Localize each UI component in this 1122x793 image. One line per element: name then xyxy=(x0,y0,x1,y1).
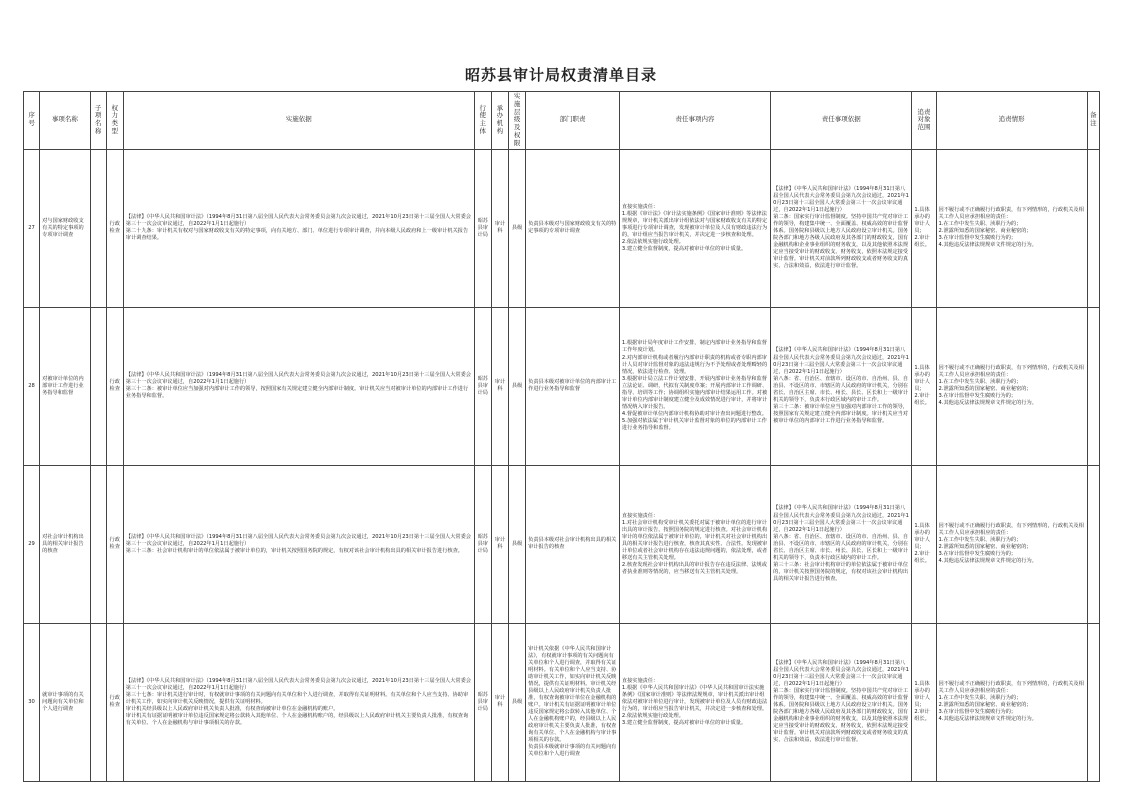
item-name: 就审计事项的有关问题向有关单位和个人进行调查 xyxy=(40,623,90,781)
exercising-subject: 昭苏县审计局 xyxy=(474,623,491,781)
handling-org: 审计科 xyxy=(491,623,508,781)
department-duty: 负责县本级对社会审计机构出具的相关审计报告的核查 xyxy=(526,465,620,623)
level: 县级 xyxy=(509,623,526,781)
remark xyxy=(1087,149,1099,307)
row-number: 27 xyxy=(24,149,40,307)
sub-item xyxy=(90,307,106,465)
accountability-circumstance: 因不履行或不正确履行行政职责，有下列情形的，行政机关及相关工作人员应承担相应的责任： 1.在工作中发生失职、渎职行为的； 2.泄露所知悉的国家秘密、商业秘密的； 3.在审计监督中发生腐败行为的； 4.其他违反法律法规规章文件规定的行为。 xyxy=(936,465,1087,623)
header-cell: 责任事项依据 xyxy=(771,92,912,150)
handling-org: 审计科 xyxy=(491,307,508,465)
header-cell: 追责情形 xyxy=(936,92,1087,150)
header-cell: 行使主体 xyxy=(474,92,491,150)
header-cell: 实施依据 xyxy=(123,92,474,150)
header-cell: 追责对象范围 xyxy=(912,92,936,150)
level: 县级 xyxy=(509,465,526,623)
accountability-circumstance: 因不履行或不正确履行行政职责，有下列情形的，行政机关及相关工作人员应承担相应的责任： 1.在工作中发生失职、渎职行为的； 2.泄露所知悉的国家秘密、商业秘密的； 3.在审计监督中发生腐败行为的； 4.其他违反法律法规规章文件规定的行为。 xyxy=(936,307,1087,465)
implementation-basis: 【法律】《中华人民共和国审计法》（1994年8月31日第八届全国人民代表大会常务委员会第九次会议通过，2021年10月23日第十三届全国人大常委会第三十一次会议审议通过，自2022年1月1日起施行） 第三十七条：审计机关进行审计时，有权就审计事项的有关问题向有关单位和个人进行调查，并取得有关证明材料。有关单位和个人应当支持、协助审计机关工作，如实向审计机关反映情况，提供有关证明材料。 审计机关经县级以上人民政府审计机关负责人批准，有权查询被审计单位在金融机构的账户。 审计机关有证据证明被审计单位违反国家规定将公款转入其他单位、个人在金融机构账户的，经县级以上人民政府审计机关主要负责人批准，有权查询有关单位、个人在金融机构与审计事项相关的存款。 xyxy=(123,623,474,781)
remark xyxy=(1087,623,1099,781)
accountability-circumstance: 因不履行或不正确履行行政职责，有下列情形的，行政机关及相关工作人员应承担相应的责任： 1.在工作中发生失职、渎职行为的； 2.泄露所知悉的国家秘密、商业秘密的； 3.在审计监督中发生腐败行为的； 4.其他违反法律法规规章文件规定的行为。 xyxy=(936,623,1087,781)
department-duty-summary: 负责县本级就审计事项的有关问题向有关单位和个人进行调查 xyxy=(528,744,617,758)
exercising-subject: 昭苏县审计局 xyxy=(474,307,491,465)
header-cell: 部门职责 xyxy=(526,92,620,150)
level: 县级 xyxy=(509,307,526,465)
remark xyxy=(1087,465,1099,623)
responsibility-basis: 【法律】《中华人民共和国审计法》（1994年8月31日第八届全国人民代表大会常务委员会第九次会议通过，2021年10月23日第十三届全国人大常委会第三十一次会议审议通过，自2022年1月1日起施行） 第八条：省、自治区、直辖市、设区的市、自治州、县、自治县、不设区的市、市辖区的人民政府的审计机关，分别在省长、自治区主席、市长、州长、县长、区长和上一级审计机关的领导下，负责本行政区域内的审计工作。 第三十二条：被审计单位应当加强对内部审计工作的领导，按照国家有关规定建立健全内部审计制度。审计机关应当对被审计单位的内部审计工作进行业务指导和监督。 xyxy=(771,307,912,465)
sub-item xyxy=(90,149,106,307)
exercising-subject: 昭苏县审计局 xyxy=(474,149,491,307)
handling-org: 审计科 xyxy=(491,465,508,623)
accountability-target: 1.具体承办的审计人员； 2.审计组长。 xyxy=(912,623,936,781)
header-cell: 实施层级及权限 xyxy=(509,92,526,150)
table-row xyxy=(24,623,1100,781)
header-cell: 事项名称 xyxy=(40,92,90,150)
header-cell: 子项名称 xyxy=(90,92,106,150)
table-row xyxy=(24,307,1100,465)
responsibility-basis: 【法律】《中华人民共和国审计法》（1994年8月31日第八届全国人民代表大会常务委员会第九次会议通过，2021年10月23日第十三届全国人大常委会第三十一次会议审议通过，自2022年1月1日起施行） 第二条：国家实行审计监督制度。坚持中国共产党对审计工作的领导，构建集中统一、全面覆盖、权威高效的审计监督体系。国务院和县级以上地方人民政府设立审计机关。国务院各部门和地方各级人民政府及其各部门的财政收支，国有金融机构和企业事业组织的财务收支，以及其他依照本法规定应当接受审计的财政收支、财务收支，依照本法规定接受审计监督。审计机关对前款所列财政收支或者财务收支的真实、合法和效益，依法进行审计监督。 xyxy=(771,623,912,781)
responsibility-content: 直接实施责任： 1.对社会审计机构受审计机关委托对属于被审计单位的进行审计出具的审计报告，按照国务院的规定进行核查。对社会审计机构审计的单位依法属于被审计单位的，审计机关对社会审计机构出具的相关审计报告进行核查，核查其真实性、合法性。发现被审计单位或者社会审计机构存在违法违规问题的，依法处理，或者移送有关主管机关处理。 2.核查发现社会审计机构出具的审计报告存在违反法律、法规或者执业准则等情况的，应当移送有关主管机关处理。 xyxy=(619,465,770,623)
accountability-target: 1.具体承办的审计人员； 2.审计组长。 xyxy=(912,307,936,465)
power-type: 行政检查 xyxy=(106,149,123,307)
implementation-basis: 【法律】《中华人民共和国审计法》（1994年8月31日第八届全国人民代表大会常务委员会第九次会议通过，2021年10月23日第十三届全国人大常委会第三十一次会议审议通过，自2022年1月1日起施行） 第三十三条：社会审计机构审计的单位依法属于被审计单位的，审计机关按照国务院的规定，有权对该社会审计机构出具的相关审计报告进行核查。 xyxy=(123,465,474,623)
responsibility-basis: 【法律】《中华人民共和国审计法》（1994年8月31日第八届全国人民代表大会常务委员会第九次会议通过，2021年10月23日第十三届全国人大常委会第三十一次会议审议通过，自2022年1月1日起施行） 第八条：省、自治区、直辖市、设区的市、自治州、县、自治县、不设区的市、市辖区的人民政府的审计机关，分别在省长、自治区主席、市长、州长、县长、区长和上一级审计机关的领导下，负责本行政区域内的审计工作。 第三十三条：社会审计机构审计的单位依法属于被审计单位的，审计机关按照国务院的规定，有权对该社会审计机构出具的相关审计报告进行核查。 xyxy=(771,465,912,623)
level: 县级 xyxy=(509,149,526,307)
power-type: 行政检查 xyxy=(106,623,123,781)
department-duty-full: 审计机关依据《中华人民共和国审计法》，有权就审计事项的有关问题向有关单位和个人进行调查，并取得有关证明材料。有关单位和个人应当支持、协助审计机关工作，如实向审计机关反映情况，提供有关证明材料。审计机关经县级以上人民政府审计机关负责人批准，有权查询被审计单位在金融机构的账户。审计机关有证据证明被审计单位违反国家规定将公款转入其他单位、个人在金融机构账户的，经县级以上人民政府审计机关主要负责人批准，有权查询有关单位、个人在金融机构与审计事项相关的存款。 xyxy=(528,645,617,744)
accountability-target: 1.具体承办的审计人员； 2.审计组长。 xyxy=(912,465,936,623)
power-type: 行政检查 xyxy=(106,307,123,465)
item-name: 对社会审计机构出具的相关审计报告的核查 xyxy=(40,465,90,623)
table-row xyxy=(24,149,1100,307)
responsibility-table xyxy=(23,91,1100,782)
page-title: 昭苏县审计局权责清单目录 xyxy=(464,66,657,84)
sub-item xyxy=(90,623,106,781)
accountability-target: 1.具体承办的审计人员； 2.审计组长。 xyxy=(912,149,936,307)
accountability-circumstance: 因不履行或不正确履行行政职责，有下列情形的，行政机关及相关工作人员应承担相应的责任： 1.在工作中发生失职、渎职行为的； 2.泄露所知悉的国家秘密、商业秘密的； 3.在审计监督中发生腐败行为的； 4.其他违反法律法规规章文件规定的行为。 xyxy=(936,149,1087,307)
responsibility-content: 直接实施责任： 1.根据《审计法》《审计法实施条例》《国家审计准则》等法律法规规章，审计机关派出审计组依法对与国家财政收支有关的特定事项进行专项审计调查，发现被审计单位及人员有财政违法行为的，审计组应当报告审计机关，并决定进一步核查和处理。 2.依法依规实施行政处理。 3.建立健全监督制度，提高对被审计单位的审计质量。 xyxy=(619,149,770,307)
power-type: 行政检查 xyxy=(106,465,123,623)
header-cell: 备注 xyxy=(1087,92,1099,150)
row-number: 29 xyxy=(24,465,40,623)
implementation-basis: 【法律】《中华人民共和国审计法》（1994年8月31日第八届全国人民代表大会常务委员会第九次会议通过，2021年10月23日第十三届全国人大常委会第三十一次会议审议通过，自2022年1月1日起施行） 第二十九条：审计机关有权对与国家财政收支有关的特定事项，向有关地方、部门、单位进行专项审计调查，并向本级人民政府和上一级审计机关报告审计调查结果。 xyxy=(123,149,474,307)
header-cell: 序号 xyxy=(24,92,40,150)
remark xyxy=(1087,307,1099,465)
responsibility-content: 直接实施责任： 1.根据《中华人民共和国审计法》《中华人民共和国审计法实施条例》《国家审计准则》等法律法规规章，审计机关派出审计组依法对被审计单位进行审计，发现被审计单位及人员有财政违法行为的，审计组应当报告审计机关，并决定进一步核查和处理。 2.依法依规实施行政处理。 3.建立健全监督制度，提高对被审计单位的审计质量。 xyxy=(619,623,770,781)
header-cell: 权力类型 xyxy=(106,92,123,150)
responsibility-content: 1.根据审计局年度审计工作安排，制定内部审计业务指导和监督工作年度计划。 2.对内部审计机构或者履行内部审计职责的机构或者专职内部审计人员对审计监督对象的违法违规行为不予处理或者处理畸轻的情况，依法进行检查、处理。 3.根据审计局立法工作计划安排，开展内部审计业务指导和监督立法论证、调研，代拟有关制度草案；开展内部审计工作调研、指导、培训等工作；协调组织实施内部审计结果运用工作。对被审计单位内部审计制度建立健全及成效情况进行审计，并将审计情况纳入审计报告。 4.督促被审计单位内部审计机构协助对审计查出问题进行整改。 5.加强对依法属于审计机关审计监督对象的单位的内部审计工作进行业务指导和监督。 xyxy=(619,307,770,465)
sub-item xyxy=(90,465,106,623)
department-duty: 负责县本级对与国家财政收支有关的特定事项的专项审计调查 xyxy=(526,149,620,307)
implementation-basis: 【法律】《中华人民共和国审计法》（1994年8月31日第八届全国人民代表大会常务委员会第九次会议通过，2021年10月23日第十三届全国人大常委会第三十一次会议审议通过，自2022年1月1日起施行） 第三十二条：被审计单位应当加强对内部审计工作的领导，按照国家有关规定建立健全内部审计制度。审计机关应当对被审计单位的内部审计工作进行业务指导和监督。 xyxy=(123,307,474,465)
item-name: 对与国家财政收支有关的特定事项的专项审计调查 xyxy=(40,149,90,307)
table-header-row xyxy=(24,92,1100,150)
header-cell: 承办机构 xyxy=(491,92,508,150)
table-row xyxy=(24,465,1100,623)
header-cell: 责任事项内容 xyxy=(619,92,770,150)
responsibility-basis: 【法律】《中华人民共和国审计法》（1994年8月31日第八届全国人民代表大会常务委员会第九次会议通过，2021年10月23日第十三届全国人大常委会第三十一次会议审议通过，自2022年1月1日起施行） 第二条：国家实行审计监督制度。坚持中国共产党对审计工作的领导，构建集中统一、全面覆盖、权威高效的审计监督体系。国务院和县级以上地方人民政府设立审计机关。国务院各部门和地方各级人民政府及其各部门的财政收支，国有金融机构和企业事业组织的财务收支，以及其他依照本法规定应当接受审计的财政收支、财务收支，依照本法规定接受审计监督。审计机关对前款所列财政收支或者财务收支的真实、合法和效益，依法进行审计监督。 xyxy=(771,149,912,307)
handling-org: 审计科 xyxy=(491,149,508,307)
department-duty: 负责县本级对被审计单位的内部审计工作进行业务指导和监督 xyxy=(526,307,620,465)
row-number: 28 xyxy=(24,307,40,465)
department-duty xyxy=(526,623,620,781)
exercising-subject: 昭苏县审计局 xyxy=(474,465,491,623)
row-number: 30 xyxy=(24,623,40,781)
item-name: 对被审计单位的内部审计工作进行业务指导和监督 xyxy=(40,307,90,465)
